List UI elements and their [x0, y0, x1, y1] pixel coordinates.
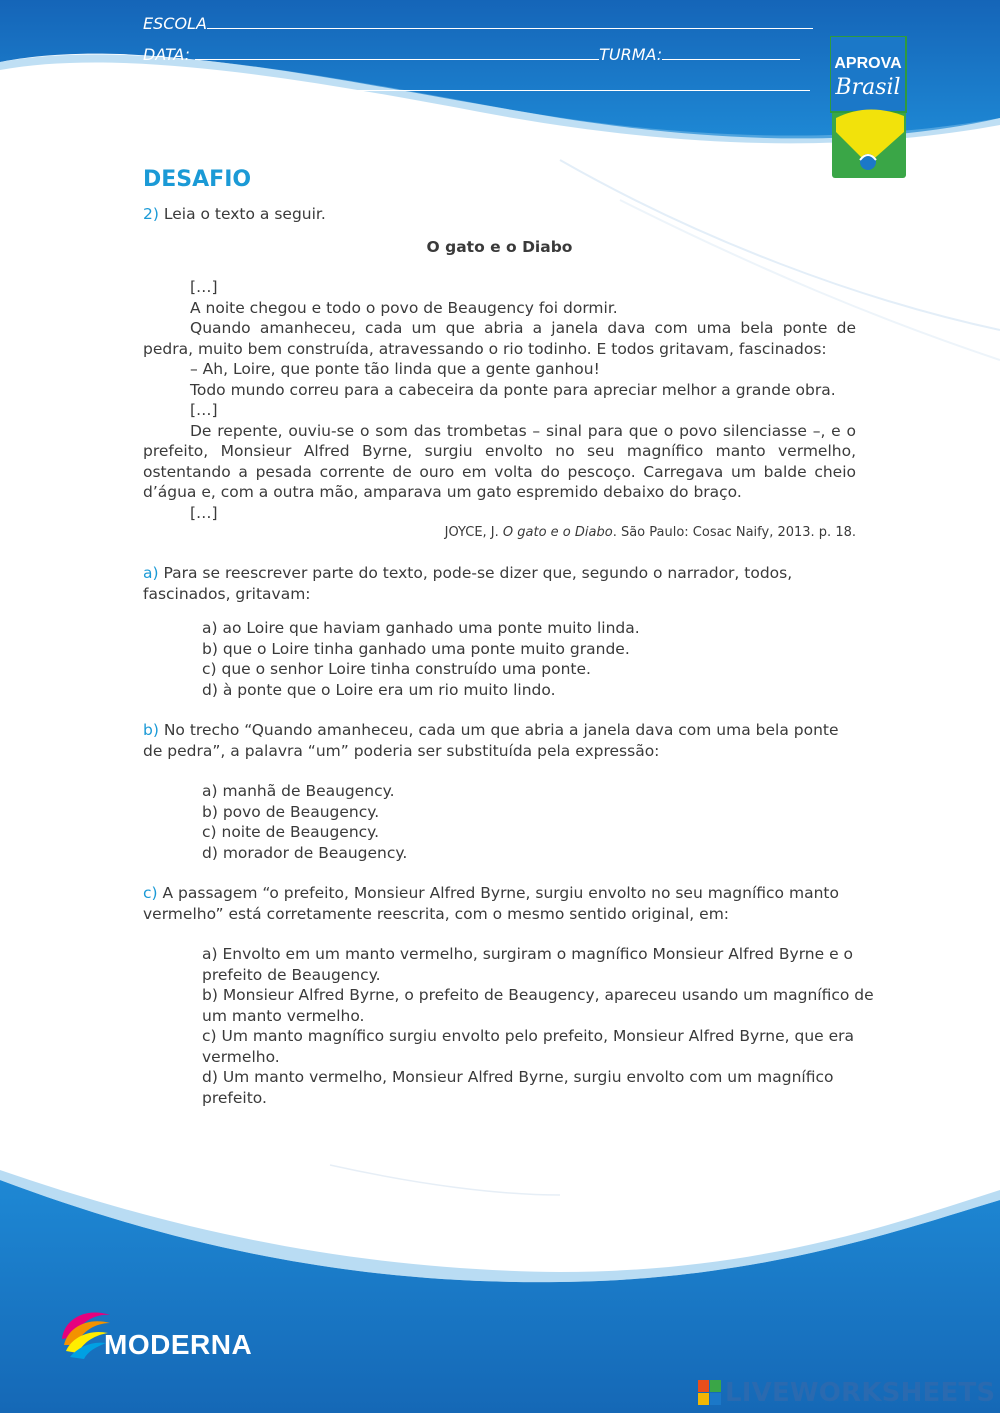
option[interactable]: a) Envolto em um manto vermelho, surgiram o magnífico Monsieur Alfred Byrne e o prefeito de Beaugency. [202, 945, 854, 984]
option[interactable]: d) Um manto vermelho, Monsieur Alfred Byrne, surgiu envolto com um magnífico prefeito. [202, 1068, 834, 1107]
option[interactable]: d) à ponte que o Loire era um rio muito lindo. [202, 680, 556, 699]
source-details: . São Paulo: Cosac Naify, 2013. p. 18. [612, 525, 856, 540]
escola-input-line[interactable] [207, 14, 813, 29]
data-input-line[interactable] [195, 45, 599, 60]
question-prompt: Leia o texto a seguir. [163, 205, 326, 223]
option[interactable]: c) noite de Beaugency. [202, 823, 380, 841]
badge-line1: APROVA [834, 55, 902, 72]
option[interactable]: d) morador de Beaugency. [202, 843, 408, 862]
passage-paragraph: Quando amanheceu, cada um que abria a janela dava com uma bela ponte de pedra, muito bem construída, atravessando o rio todinho. E todos gritavam, fascinados: [143, 319, 856, 358]
nome-label: NOME: [143, 76, 197, 95]
liveworksheets-text: LIVEWORKSHEETS [725, 1378, 996, 1408]
option[interactable]: a) manhã de Beaugency. [202, 782, 395, 800]
aprova-brasil-logo [830, 36, 908, 178]
escola-label: ESCOLA [143, 14, 207, 33]
section-title: DESAFIO [143, 167, 252, 192]
option[interactable]: b) Monsieur Alfred Byrne, o prefeito de Beaugency, apareceu usando um magnífico de um manto vermelho. [202, 986, 874, 1025]
passage-paragraph: […] [190, 278, 218, 296]
item-text: A passagem “o prefeito, Monsieur Alfred Byrne, surgiu envolto no seu magnífico manto vermelho” está corretamente reescrita, com o mesmo sentido original, em: [143, 884, 839, 923]
text-title: O gato e o Diabo [426, 237, 573, 256]
passage-paragraph: […] [190, 503, 218, 522]
worksheet-content [143, 165, 874, 1108]
item-text: Para se reescrever parte do texto, pode-se dizer que, segundo o narrador, todos, fascinados, gritavam: [143, 564, 793, 603]
liveworksheets-watermark [698, 1378, 995, 1408]
passage [143, 277, 856, 523]
passage-paragraph: – Ah, Loire, que ponte tão linda que a gente ganhou! [190, 360, 600, 378]
option[interactable]: c) que o senhor Loire tinha construído uma ponte. [202, 660, 591, 678]
passage-paragraph: Todo mundo correu para a cabeceira da ponte para apreciar melhor a grande obra. [190, 380, 836, 399]
passage-paragraph: […] [190, 401, 218, 419]
item-letter: c) [143, 884, 158, 902]
passage-paragraph: A noite chegou e todo o povo de Beaugency foi dormir. [190, 298, 618, 317]
option[interactable]: b) povo de Beaugency. [202, 802, 380, 821]
turma-label: TURMA: [599, 45, 663, 64]
data-turma-field [143, 45, 800, 65]
option[interactable]: a) ao Loire que haviam ganhado uma ponte muito linda. [202, 619, 640, 637]
source-citation [143, 525, 856, 541]
question-intro [143, 204, 856, 225]
question-number: 2) [143, 205, 159, 223]
item-b [143, 720, 856, 761]
passage-paragraph: De repente, ouviu-se o som das trombetas – sinal para que o povo silenciasse –, e o prefeito, Monsieur Alfred Byrne, surgiu envolto no seu magnífico manto vermelho, ostentando a pesada corrente de ouro em volta do pescoço. Carregava um balde cheio d’água e, com a outra mão, amparava um gato espremido debaixo do braço. [143, 421, 856, 501]
escola-field [143, 14, 813, 34]
item-a [143, 563, 856, 604]
item-a-options [202, 618, 902, 700]
item-text: No trecho “Quando amanheceu, cada um que abria a janela dava com uma bela ponte de pedra”, a palavra “um” poderia ser substituída pela expressão: [143, 721, 839, 760]
item-letter: b) [143, 721, 159, 739]
option[interactable]: c) Um manto magnífico surgiu envolto pelo prefeito, Monsieur Alfred Byrne, que era vermelho. [202, 1027, 855, 1066]
publisher-name: MODERNA [104, 1329, 253, 1360]
item-letter: a) [143, 564, 159, 582]
liveworksheets-icon [698, 1380, 722, 1406]
item-c [143, 883, 856, 924]
item-c-options [202, 944, 894, 1108]
source-title: O gato e o Diabo [502, 525, 613, 540]
source-author: JOYCE, J. [444, 525, 503, 540]
data-label: DATA: [143, 45, 191, 64]
item-b-options [202, 781, 902, 863]
nome-field [143, 76, 810, 96]
badge-line2: Brasil [835, 75, 901, 100]
nome-input-line[interactable] [202, 76, 810, 91]
turma-input-line[interactable] [662, 45, 800, 60]
option[interactable]: b) que o Loire tinha ganhado uma ponte muito grande. [202, 639, 630, 658]
